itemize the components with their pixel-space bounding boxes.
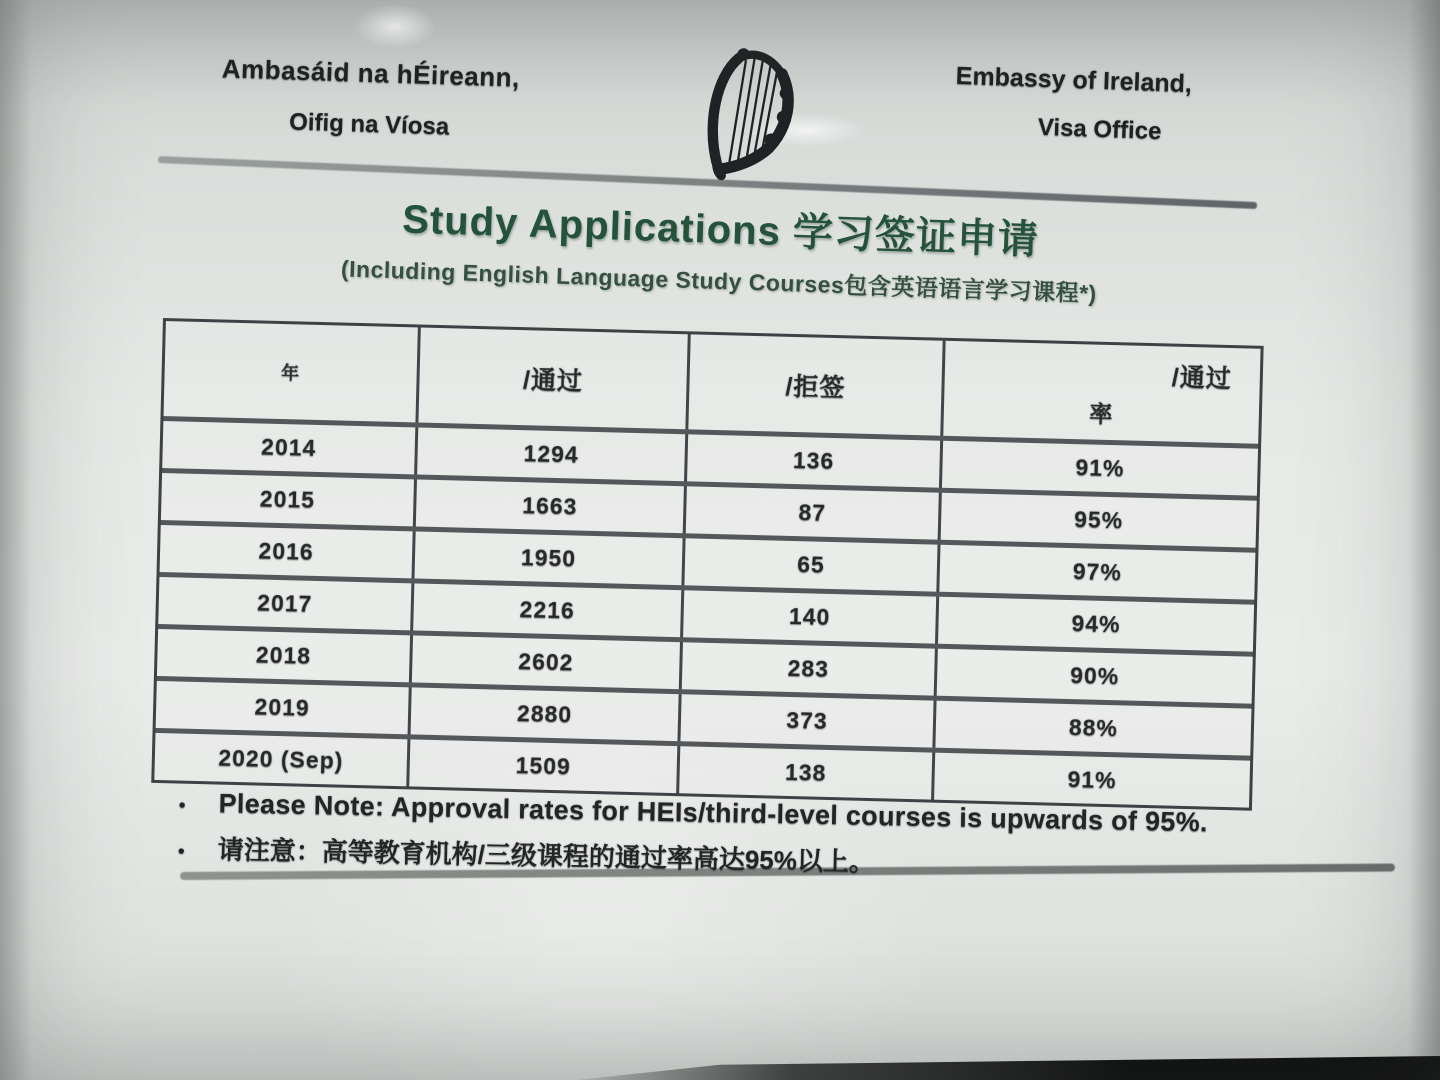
cell-rate: 90% <box>934 649 1253 704</box>
cell-rate: 91% <box>939 441 1258 496</box>
cell-rate: 97% <box>936 545 1255 600</box>
cell-year: 2020 (Sep) <box>218 744 344 774</box>
bullet-icon: • <box>178 794 186 817</box>
cell-refused: 138 <box>676 746 932 799</box>
letterhead-irish-line1: Ambasáid na hÉireann, <box>221 53 521 93</box>
title-block <box>319 185 1122 309</box>
cell-refused: 373 <box>677 694 933 747</box>
cell-year: 2017 <box>256 589 313 617</box>
letterhead-irish <box>204 53 536 144</box>
cell-year: 2015 <box>259 485 316 513</box>
letterhead-english <box>947 62 1200 148</box>
note-english-text: Please Note: Approval rates for HEIs/third-level courses is upwards of 95%. <box>218 788 1209 838</box>
irish-harp-icon <box>688 40 805 199</box>
letterhead-english-line1: Embassy of Ireland, <box>955 61 1193 99</box>
bullet-icon: • <box>177 840 185 863</box>
cell-approved: 1663 <box>413 479 684 533</box>
header-approved: /通过 <box>415 327 687 429</box>
cell-approved: 1294 <box>414 427 685 481</box>
cell-approved: 2602 <box>409 635 680 689</box>
cell-refused: 87 <box>683 486 939 539</box>
note-chinese <box>177 829 1258 887</box>
cell-refused: 65 <box>681 538 937 591</box>
header-refused: /拒签 <box>685 334 942 435</box>
cell-rate: 95% <box>938 493 1257 548</box>
cell-rate: 94% <box>935 597 1254 652</box>
header-approval-rate-line2: 率 <box>1089 400 1114 428</box>
study-applications-table <box>151 318 1263 811</box>
cell-year: 2018 <box>255 641 312 669</box>
cell-rate: 88% <box>932 701 1251 756</box>
cell-year: 2016 <box>258 537 315 565</box>
cell-approved: 2880 <box>408 687 679 741</box>
cell-refused: 283 <box>679 642 935 695</box>
header-year: 年 <box>280 362 301 383</box>
header-approval-rate-line1: /通过 <box>1171 363 1233 394</box>
cell-approved: 1509 <box>406 739 677 793</box>
letterhead-irish-line2: Oifig na Víosa <box>288 108 450 141</box>
page-subtitle: (Including English Language Study Courses包含英语语言学习课程*) <box>340 255 1098 307</box>
cell-year: 2014 <box>260 433 317 461</box>
note-chinese-text: 请注意：高等教育机构/三级课程的通过率高达95%以上。 <box>217 834 876 878</box>
cell-rate: 91% <box>931 753 1250 808</box>
page-title: Study Applications 学习签证申请 <box>401 197 1040 263</box>
cell-year: 2019 <box>254 693 311 721</box>
photo-edge-shadow <box>0 1040 1440 1080</box>
header-approval-rate <box>940 341 1260 444</box>
cell-refused: 140 <box>680 590 936 643</box>
cell-approved: 1950 <box>411 531 682 585</box>
cell-approved: 2216 <box>410 583 681 637</box>
cell-refused: 136 <box>684 434 940 487</box>
letterhead-english-line2: Visa Office <box>1037 113 1162 146</box>
